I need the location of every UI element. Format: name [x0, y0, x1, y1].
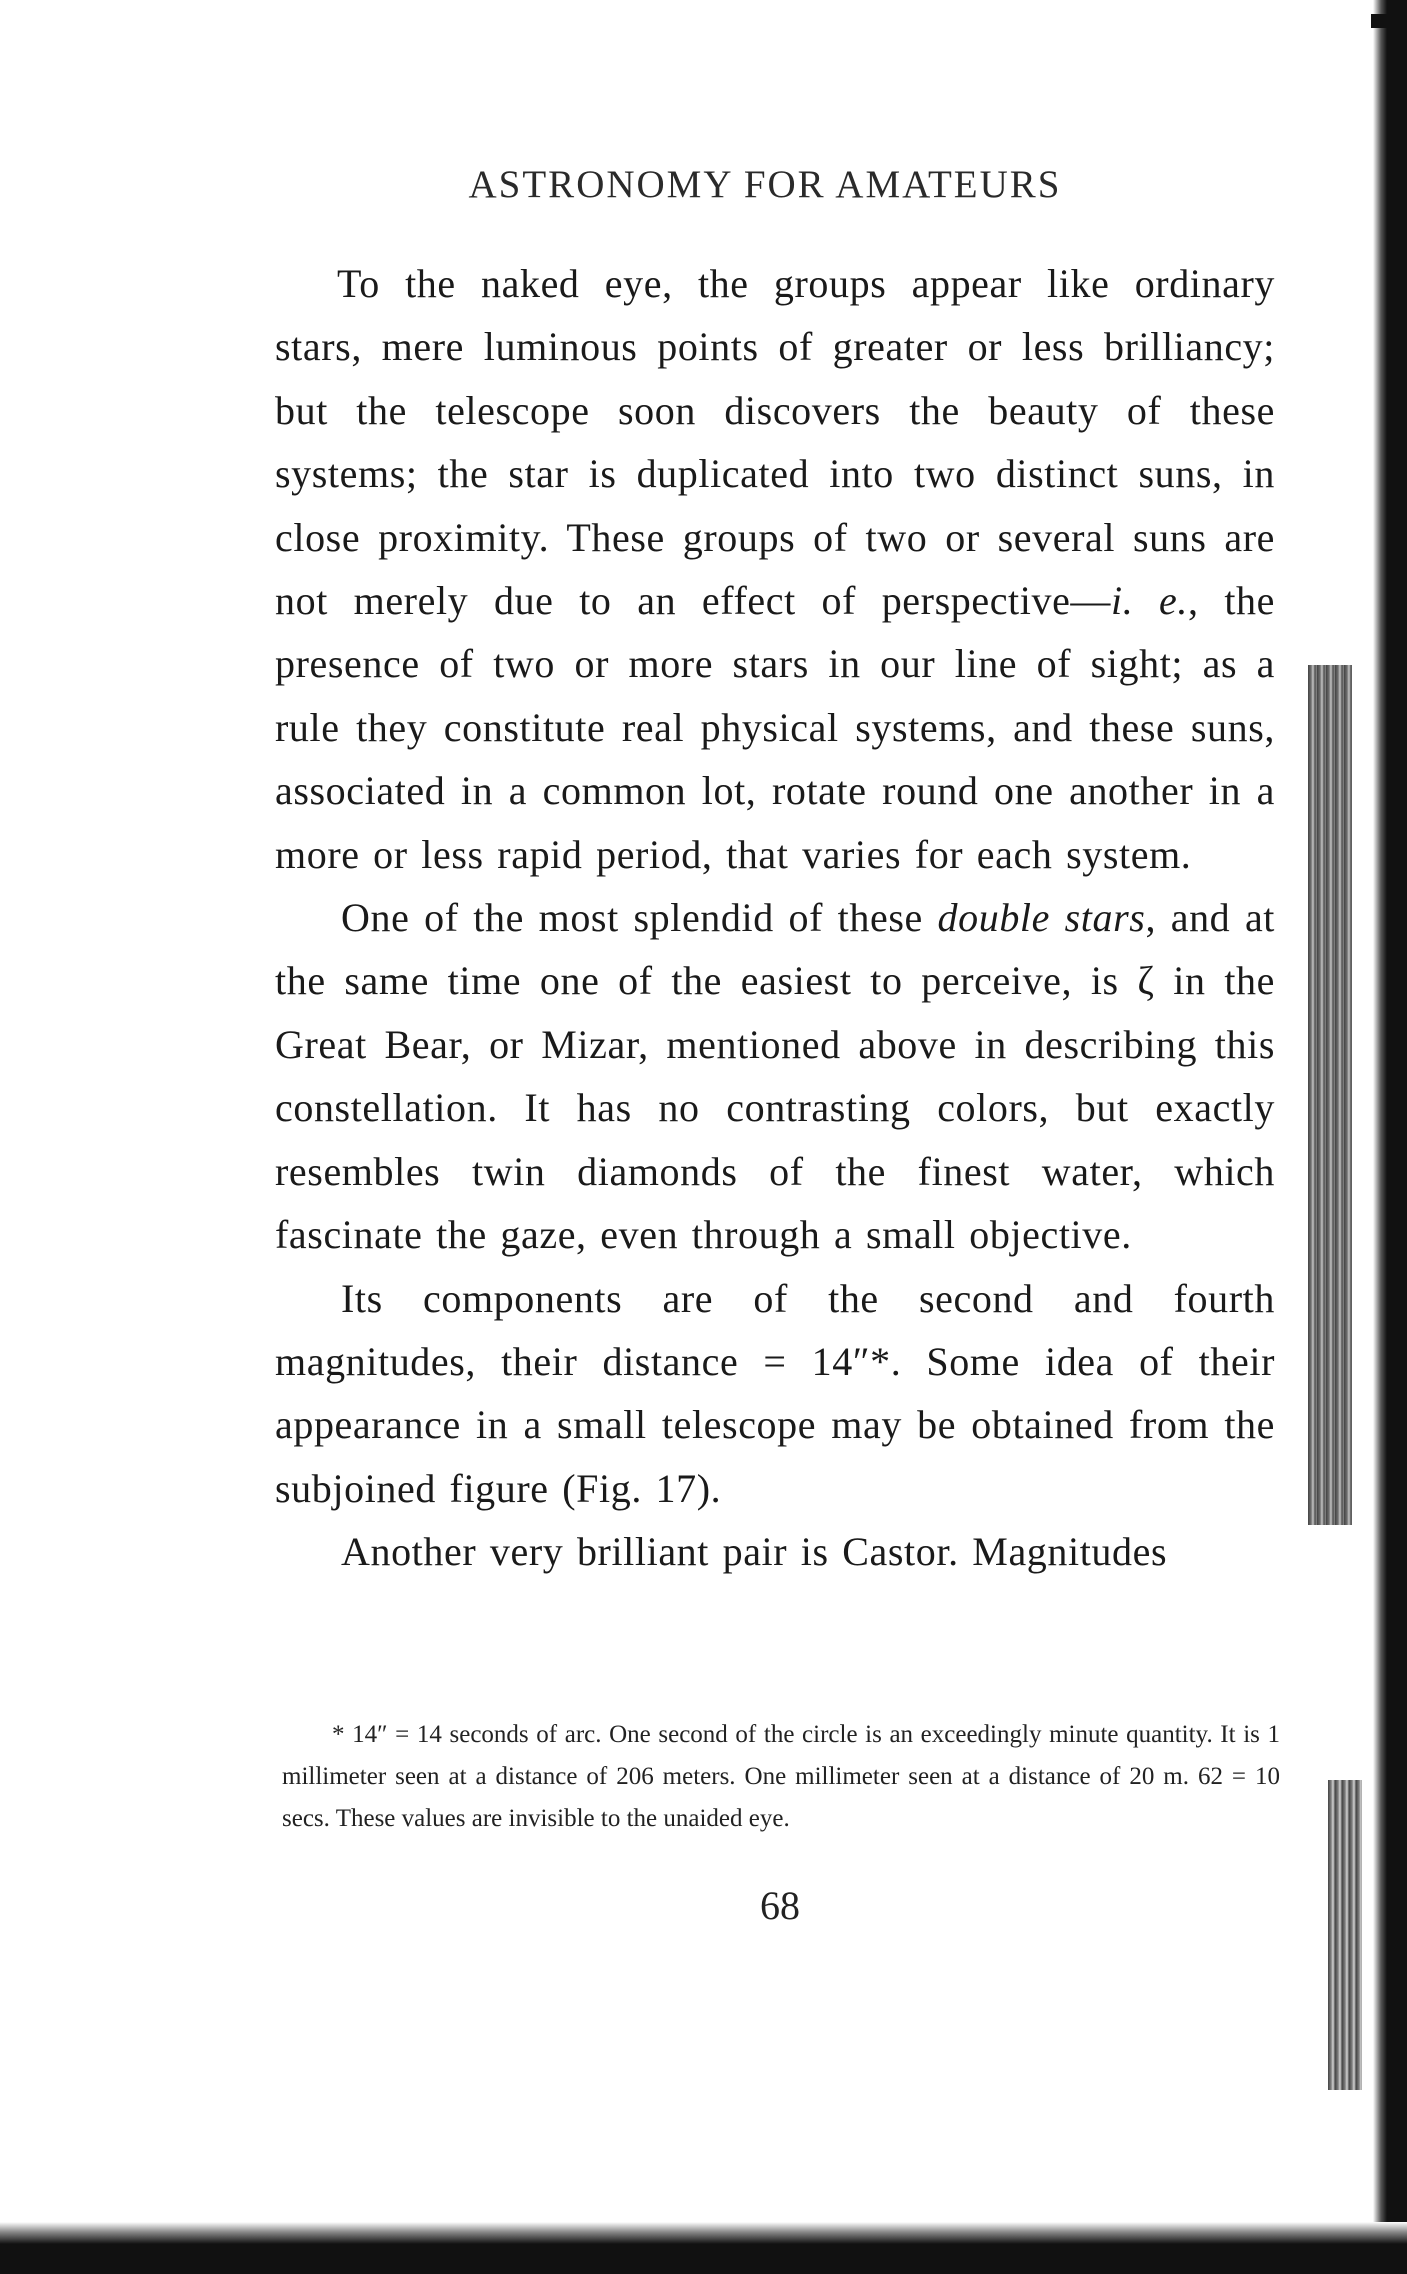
page-edge-right	[1373, 0, 1407, 2274]
paragraph-2-italic: double stars	[937, 895, 1146, 941]
running-head: ASTRONOMY FOR AMATEURS	[468, 163, 1062, 206]
footnote	[282, 1714, 1280, 1840]
paragraph-2-start: One of the most splendid of these	[341, 895, 938, 941]
scan-edge-shadow-lower	[1328, 1780, 1362, 2090]
page-edge-bottom	[0, 2222, 1407, 2274]
paragraph-2	[275, 886, 1275, 1266]
paragraph-3: Its components are of the second and fourth magnitudes, their distance = 14″*. Some idea of their appearance in a small telescope may be obtained from the subjoined figure (Fig. 17).	[275, 1275, 1275, 1511]
scan-edge-shadow	[1308, 665, 1352, 1525]
paragraph-1-end: , the presence of two or more stars in our line of sight; as a rule they constitute real physical systems, and these suns, associated in a common lot, rotate round one another in a more or less rapid period, that varies for each system.	[275, 578, 1275, 877]
paragraph-1	[275, 252, 1275, 886]
paragraph-4: Another very brilliant pair is Castor. Magnitudes	[341, 1529, 1168, 1575]
paragraph-1-italic: i. e.	[1111, 578, 1189, 624]
body-text	[275, 252, 1275, 1584]
paragraph-2-end: , and at the same time one of the easiest to perceive, is ζ in the Great Bear, or Mizar, mentioned above in describing this constellation. It has no contrasting colors, but exactly resembles twin diamonds of the finest water, which fascinate the gaze, even through a small objective.	[275, 895, 1276, 1258]
page-number: 68	[760, 1883, 800, 1928]
page-edge-top-corner	[1371, 14, 1407, 28]
footnote-text: * 14″ = 14 seconds of arc. One second of the circle is an exceedingly minute quantity. It is 1 millimeter seen at a distance of 206 meters. One millimeter seen at a distance of 20 m. 62 = 10 secs. These values are invisible to the unaided eye.	[282, 1721, 1280, 1832]
paragraph-1-text: To the naked eye, the groups appear like ordinary stars, mere luminous points of greater or less brilliancy; but the telescope soon discovers the beauty of these systems; the star is duplicated into two distinct suns, in close proximity. These groups of two or several suns are not merely due to an effect of perspective—	[275, 261, 1275, 624]
